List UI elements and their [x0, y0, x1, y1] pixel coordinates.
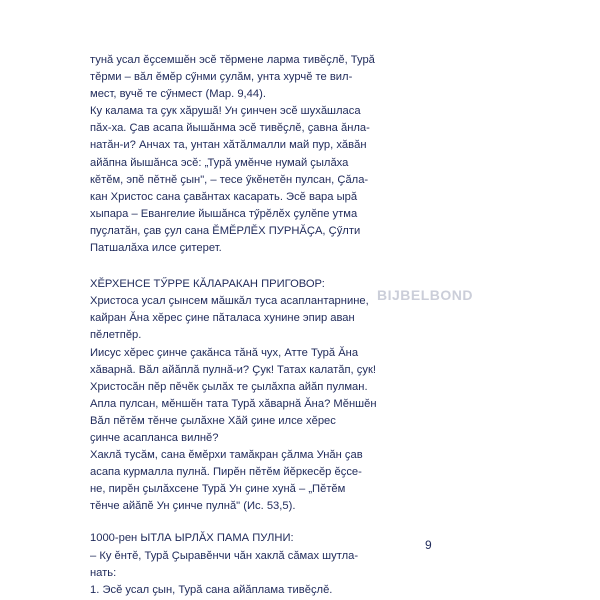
paragraph-5: Апла пулсан, мӗншӗн тата Турӑ хӑварнӑ Ӑна? Мӗншӗн Вӑл пӗтӗм тӗнче ҫылӑхне Хӑй ҫине илсе хӗрес ҫинче асапланса вилнӗ? — [90, 397, 377, 444]
watermark: BIJBELBOND — [377, 287, 474, 303]
page-number: 9 — [425, 538, 432, 552]
paragraph-7: – Ку ӗнтӗ, Турӑ Ҫыравӗнчи чӑн хаклӑ сӑмах шутла- нать: — [90, 549, 359, 579]
paragraph-1: тунӑ усал ӗҫсемшӗн эсӗ тӗрмене ларма тивӗҫлӗ, Турӑ тӗрми – вӑл ӗмӗр сӳнми ҫулӑм, унта хурчӗ те вил- мест, вучӗ те сӳнмест (Мар. 9,44). — [90, 54, 375, 101]
paragraph-3: Христоса усал ҫынсем мӑшкӑл туса асаплантарнине, кайран Ӑна хӗрес ҫине пӑталаса хунине эпир аван пӗлетпӗр. — [90, 295, 369, 342]
section-heading-verdict: ХӖРХЕНСЕ ТӲРРЕ КӐЛАРАКАН ПРИГОВОР: — [90, 278, 325, 291]
paragraph-4: Иисус хӗрес ҫинче ҫакӑнса тӑнӑ чух, Атте Турӑ Ӑна хӑварнӑ. Вӑл айӑплӑ пулнӑ-и? Ҫук! Татах калатӑп, ҫук! Христосӑн пӗр пӗчӗк ҫылӑх те ҫылӑхпа айӑп пулман. — [90, 346, 376, 393]
list-item-1: 1. Эсӗ усал ҫын, Турӑ сана айӑплама тивӗҫлӗ. — [90, 583, 333, 596]
paragraph-2: Ку калама та ҫук хӑрушӑ! Ун ҫинчен эсӗ шухӑшласа пӑх-ха. Ҫав асапа йышӑнма эсӗ тивӗҫлӗ, ҫавна ӑнла- натӑн-и? Анчах та, унтан хӑтӑлмалли май пур, хӑвӑн айӑпна йышӑнса эсӗ: „Турӑ умӗнче нумай ҫылӑха кӗтӗм, эпӗ пӗтнӗ ҫын", – тесе ӳкӗнетӗн пулсан, Ҫӑла- кан Христос сана ҫавӑнтах касарать. Эсӗ вара ырӑ хыпара – Евангелие йышӑнса тӳрӗлӗх ҫулӗпе утма пуҫлатӑн, ҫав ҫул сана ӖМӖРЛӖХ ПУРНӐҪА, Ҫӳлти Патшалӑха илсе ҫитерет. — [90, 105, 370, 255]
book-page — [90, 52, 422, 599]
section-heading-blessings: 1000-рен ЫТЛА ЫРЛӐХ ПАМА ПУЛНИ: — [90, 532, 294, 545]
paragraph-6: Хаклӑ тусӑм, сана ӗмӗрхи тамӑкран ҫӑлма Унӑн ҫав асапа курмалла пулнӑ. Пирӗн пӗтӗм йӗркесӗр ӗҫсе- не, пирӗн ҫылӑхсене Турӑ Ун ҫине хунӑ – „Пӗтӗм тӗнче айӑпӗ Ун ҫинче пулнӑ" (Ис. 53,5). — [90, 449, 363, 513]
